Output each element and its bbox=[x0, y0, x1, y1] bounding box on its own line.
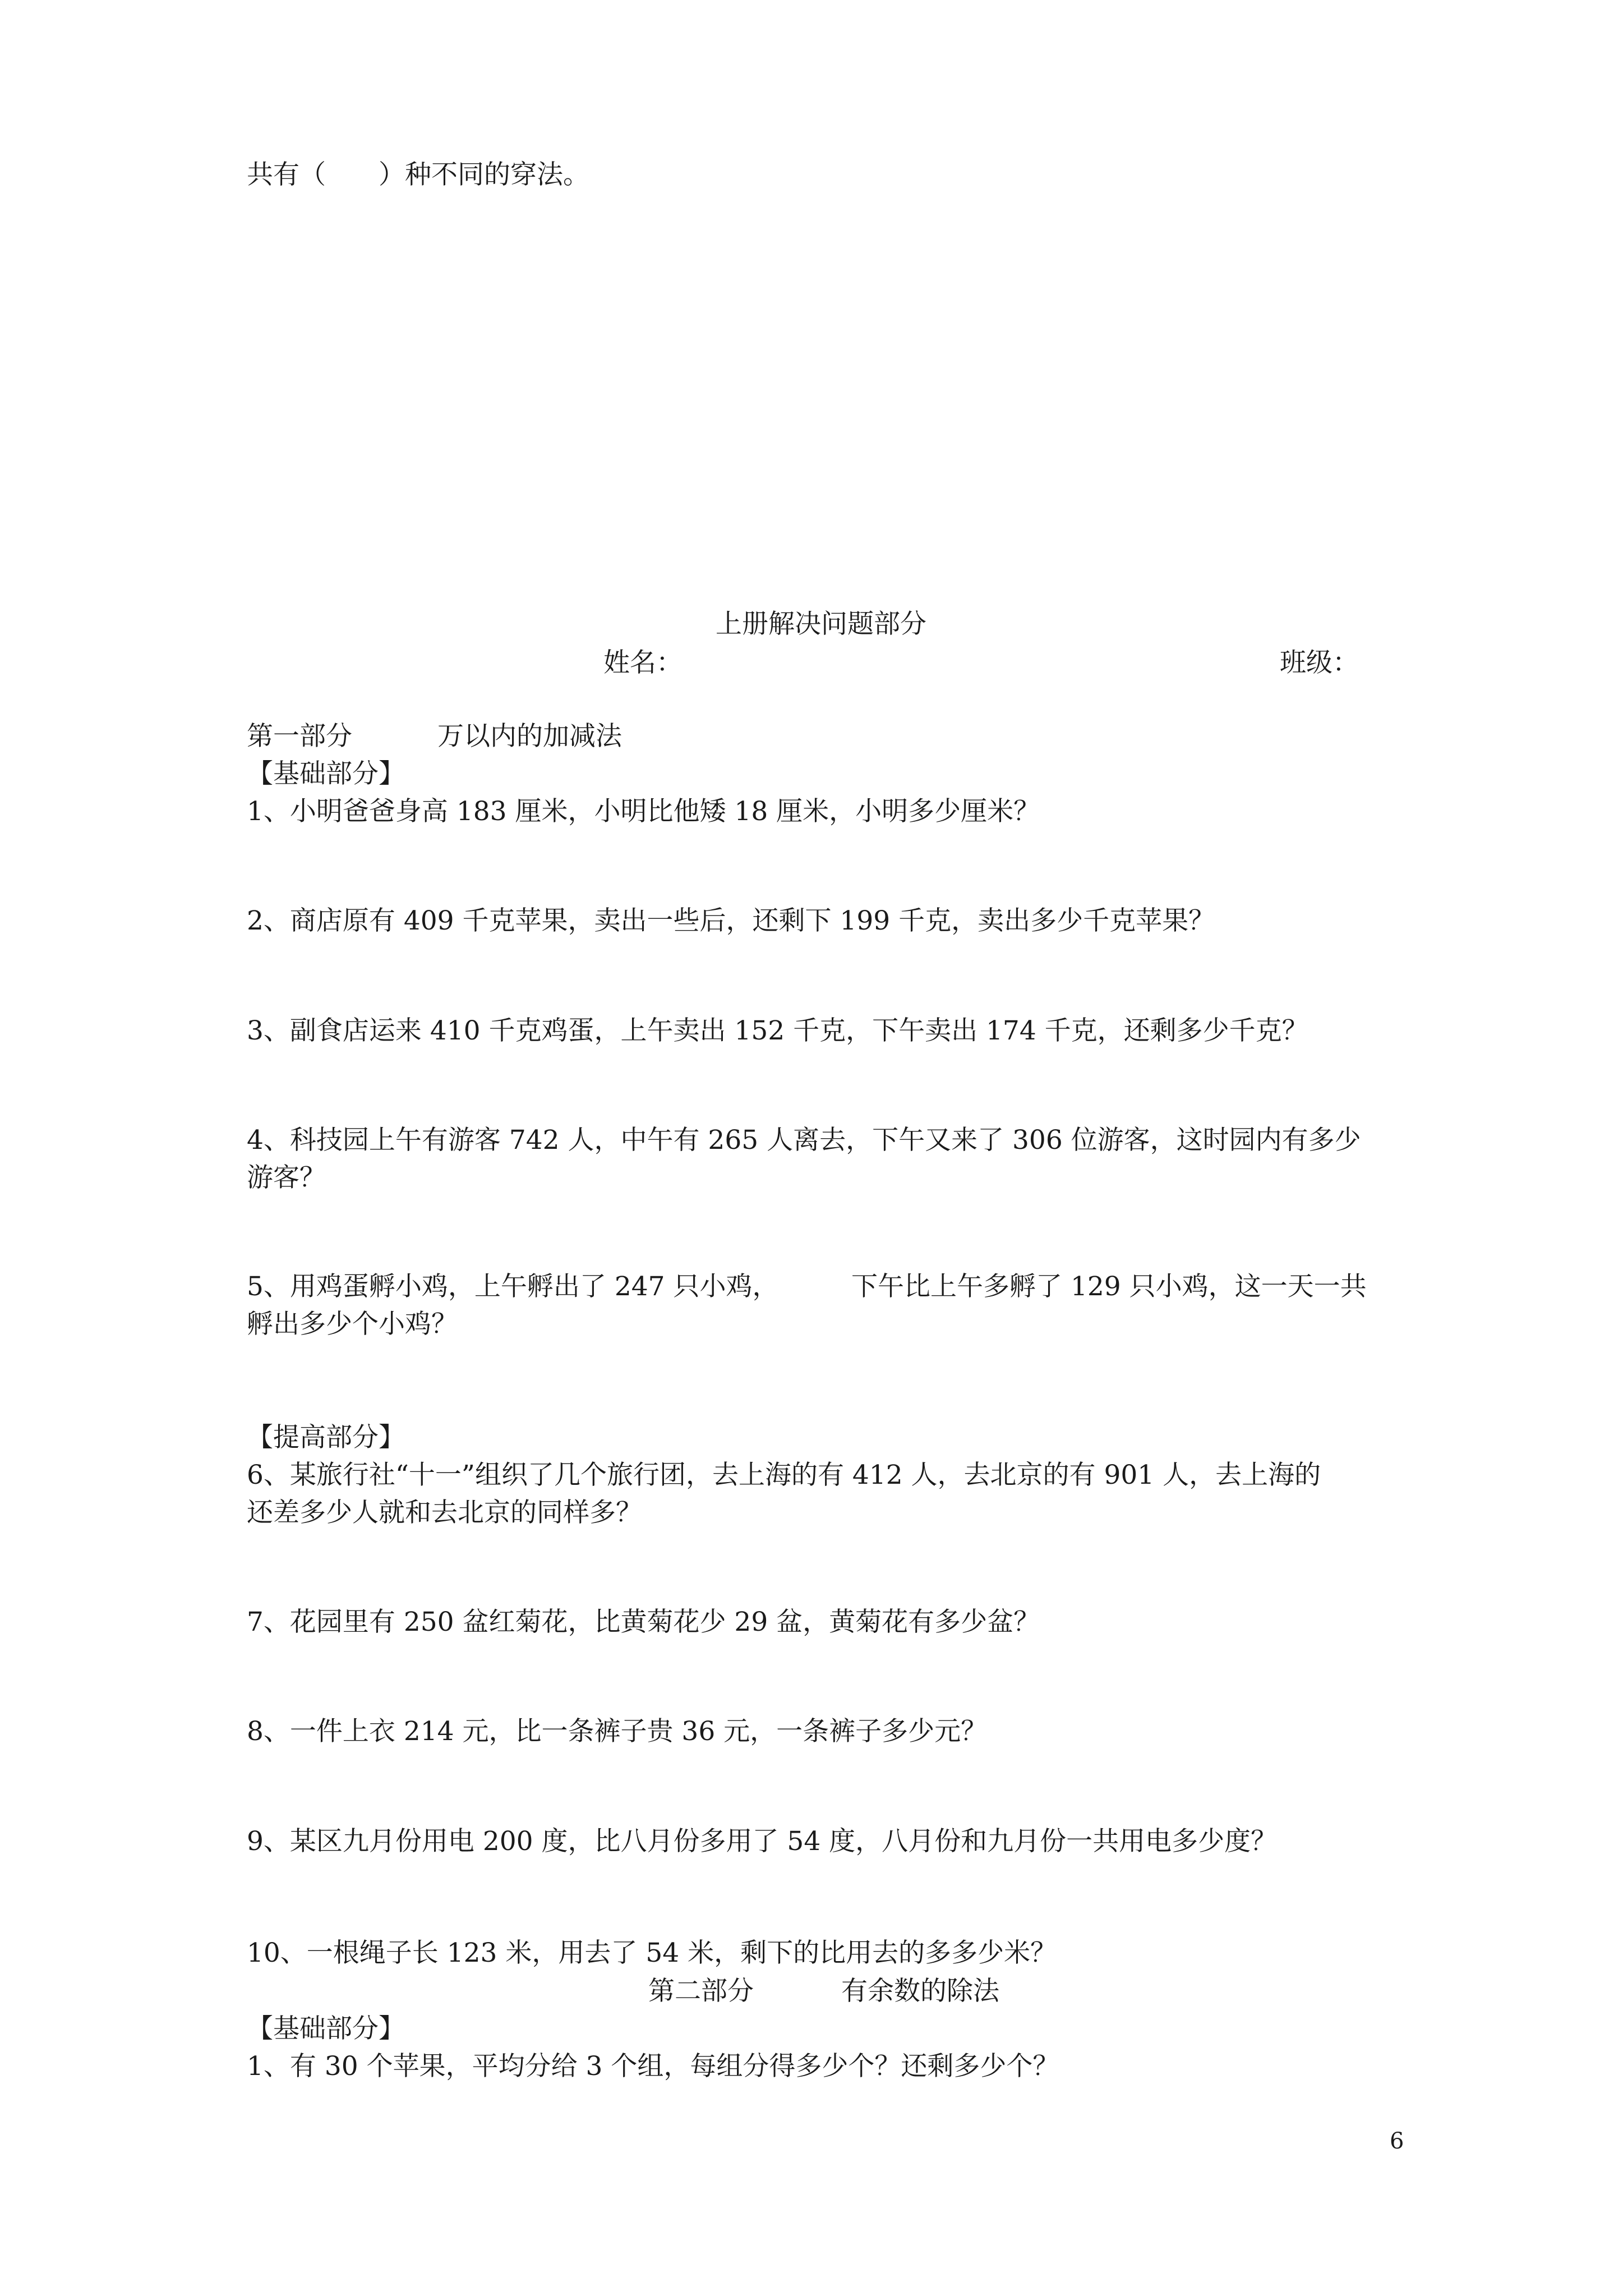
part2-question-1: 1、有 30 个苹果，平均分给 3 个组，每组分得多少个？还剩多少个？ bbox=[247, 2051, 1059, 2082]
part1-question-1: 1、小明爸爸身高 183 厘米，小明比他矮 18 厘米，小明多少厘米？ bbox=[247, 796, 1040, 827]
carryover-question-line: 共有（ ）种不同的穿法。 bbox=[247, 159, 589, 190]
part1-question-6-line-2: 还差多少人就和去北京的同样多？ bbox=[247, 1497, 642, 1528]
part1-question-2: 2、商店原有 409 千克苹果，卖出一些后，还剩下 199 千克，卖出多少千克苹果？ bbox=[247, 905, 1215, 936]
name-label: 姓名： bbox=[603, 647, 683, 678]
part1-question-4-line-1: 4、科技园上午有游客 742 人，中午有 265 人离去，下午又来了 306 位游客，这时园内有多少 bbox=[247, 1125, 1361, 1156]
part1-question-4-line-2: 游客？ bbox=[247, 1162, 326, 1193]
part2-heading-topic: 有余数的除法 bbox=[841, 1976, 999, 2007]
page-number: 6 bbox=[1390, 2128, 1404, 2154]
page-title: 上册解决问题部分 bbox=[716, 609, 926, 639]
part1-heading-label: 第一部分 bbox=[247, 721, 352, 752]
part2-basic-label: 【基础部分】 bbox=[247, 2013, 405, 2044]
part1-question-7: 7、花园里有 250 盆红菊花，比黄菊花少 29 盆，黄菊花有多少盆？ bbox=[247, 1607, 1040, 1637]
part2-heading-label: 第二部分 bbox=[648, 1976, 754, 2007]
part1-question-9: 9、某区九月份用电 200 度，比八月份多用了 54 度，八月份和九月份一共用电多少度？ bbox=[247, 1826, 1278, 1857]
class-label: 班级： bbox=[1280, 647, 1359, 678]
part1-question-5-line-2: 孵出多少个小鸡？ bbox=[247, 1309, 458, 1340]
part1-question-3: 3、副食店运来 410 千克鸡蛋，上午卖出 152 千克，下午卖出 174 千克，还剩多少千克？ bbox=[247, 1015, 1308, 1046]
part1-question-10: 10、一根绳子长 123 米，用去了 54 米，剩下的比用去的多多少米？ bbox=[247, 1938, 1057, 1968]
part1-heading-topic: 万以内的加减法 bbox=[437, 721, 622, 752]
part1-advanced-label: 【提高部分】 bbox=[247, 1422, 405, 1453]
part1-question-5-line-1b: 下午比上午多孵了 129 只小鸡，这一天一共 bbox=[851, 1271, 1367, 1302]
part1-question-6-line-1: 6、某旅行社“十一”组织了几个旅行团，去上海的有 412 人，去北京的有 901 人，去上海的 bbox=[247, 1460, 1321, 1490]
part1-question-8: 8、一件上衣 214 元，比一条裤子贵 36 元，一条裤子多少元？ bbox=[247, 1716, 988, 1747]
part1-basic-label: 【基础部分】 bbox=[247, 758, 405, 789]
part1-question-5-line-1a: 5、用鸡蛋孵小鸡，上午孵出了 247 只小鸡， bbox=[247, 1271, 779, 1302]
